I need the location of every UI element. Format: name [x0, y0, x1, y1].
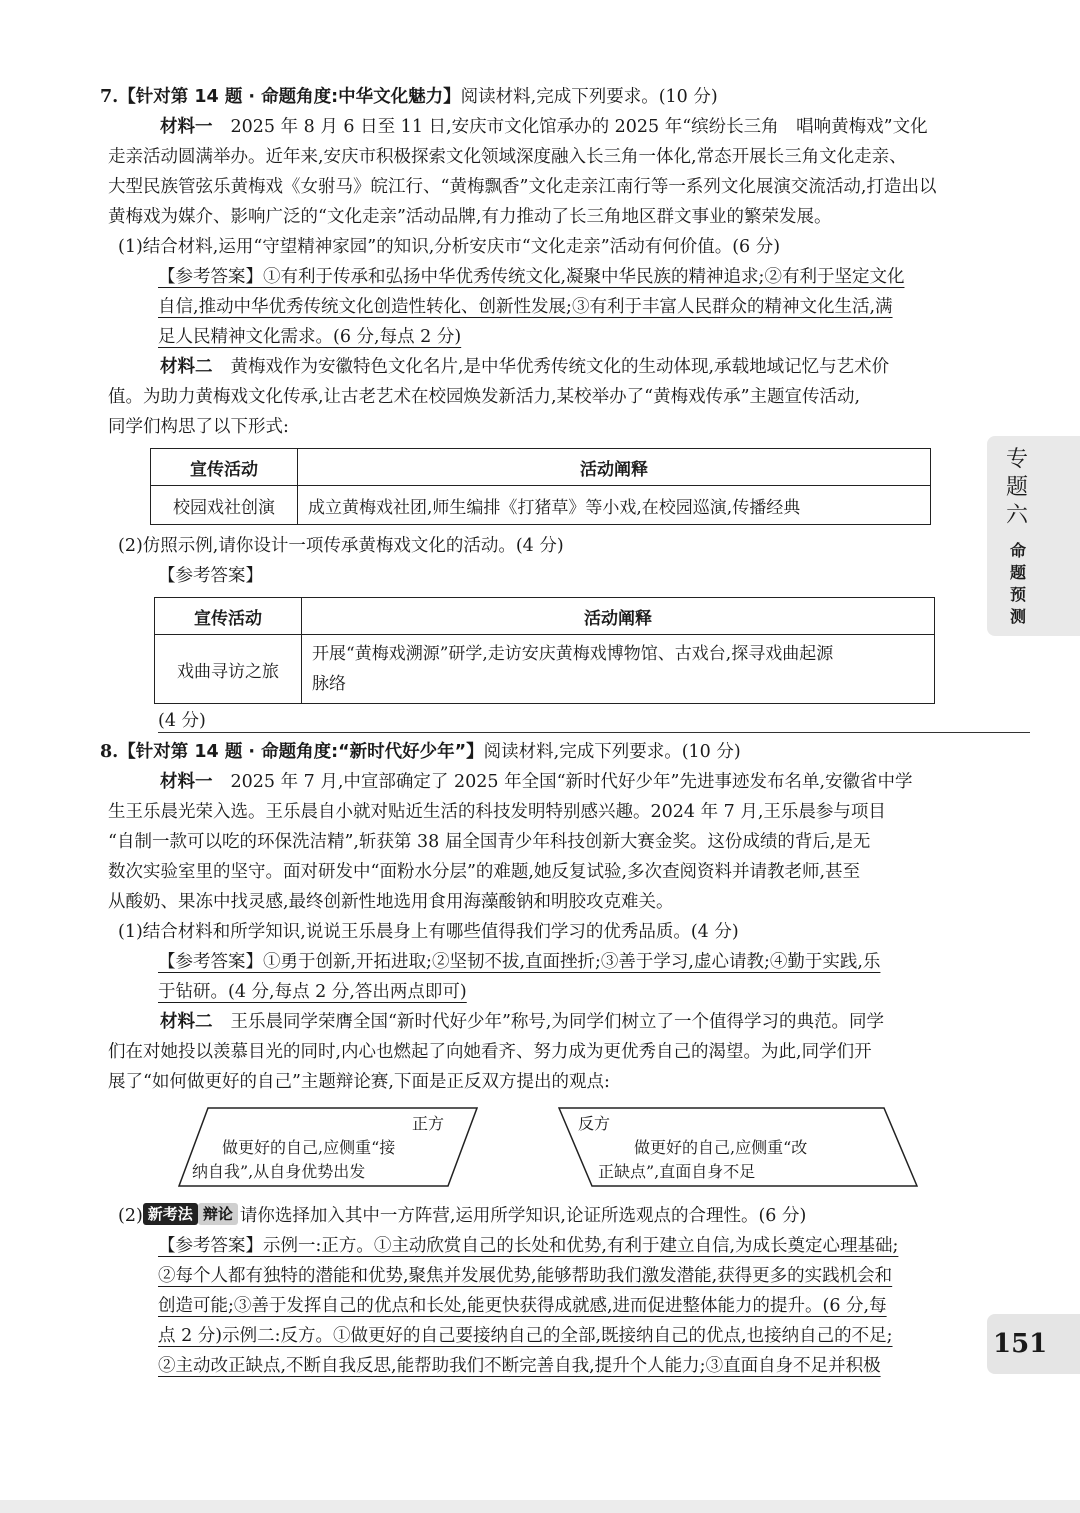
con-text-line: 做更好的自己,应侧重“改	[634, 1138, 808, 1157]
table-cell: 成立黄梅戏社团,师生编排《打猪草》等小戏,在校园巡演,传播经典	[298, 486, 931, 525]
q8-ans2-line: 点 2 分)示例二:反方。①做更好的自己要接纳自己的全部,既接纳自己的优点,也接纳自己的不足;	[158, 1326, 893, 1346]
q7-mat1-line: 走亲活动圆满举办。近年来,安庆市积极探索文化领域深度融入长三角一体化,常态开展长三角文化走亲、	[108, 147, 907, 167]
new-method-badge: 新考法	[143, 1203, 198, 1225]
section-label	[1007, 540, 1029, 628]
q8-mat2-line: 展了“如何做更好的自己”主题辩论赛,下面是正反双方提出的观点:	[108, 1072, 610, 1092]
chapter-side-tab	[987, 436, 1080, 636]
q7-ans2-label: 【参考答案】	[158, 566, 263, 586]
q7-ans1-line: 自信,推动中华优秀传统文化创造性转化、创新性发展;③有利于丰富人民群众的精神文化生活,满	[158, 297, 893, 317]
q7-mat2-label: 材料二	[160, 357, 213, 377]
q8-instruction: 阅读材料,完成下列要求。(10 分)	[483, 742, 741, 762]
q7-sub2-question: (2)仿照示例,请你设计一项传承黄梅戏文化的活动。(4 分)	[118, 536, 564, 556]
q8-mat1-line: 生王乐晨光荣入选。王乐晨自小就对贴近生活的科技发明特别感兴趣。2024 年 7 月,王乐晨参与项目	[108, 802, 886, 822]
q7-mat2-line	[108, 352, 980, 382]
q8-sub2-number: (2)	[118, 1206, 143, 1226]
section-char: 预	[1009, 585, 1026, 604]
section-char: 题	[1009, 563, 1026, 582]
section-char: 测	[1009, 607, 1026, 626]
pro-viewpoint-box	[178, 1107, 478, 1187]
q7-mat1-label: 材料一	[160, 117, 213, 137]
q7-ans1-line: 足人民精神文化需求。(6 分,每点 2 分)	[158, 327, 462, 347]
q7-number: 7.	[100, 87, 119, 107]
chapter-char: 专	[1005, 447, 1028, 472]
q8-mat1-text: 2025 年 7 月,中宣部确定了 2025 年全国“新时代好少年”先进事迹发布名单,安徽省中学	[230, 772, 913, 792]
debate-viewpoints	[108, 1101, 980, 1197]
q8-sub1-question: (1)结合材料和所学知识,说说王乐晨身上有哪些值得我们学习的优秀品质。(4 分)	[118, 922, 739, 942]
q8-heading	[100, 737, 980, 767]
q8-mat1-label: 材料一	[160, 772, 213, 792]
q7-answer-table	[154, 597, 935, 704]
table-cell-line: 脉络	[312, 674, 346, 694]
q8-ans1-line: 【参考答案】①勇于创新,开拓进取;②坚韧不拔,直面挫折;③善于学习,虚心请教;④勤于实践,乐	[158, 952, 881, 972]
debate-badge: 辩论	[198, 1203, 238, 1225]
q8-mat2-line	[108, 1007, 980, 1037]
q7-ans1-line: 【参考答案】①有利于传承和弘扬中华优秀传统文化,凝聚中华民族的精神追求;②有利于坚定文化	[158, 267, 905, 287]
footer-band	[0, 1500, 1080, 1513]
table-header: 活动阐释	[302, 598, 935, 635]
table-cell: 校园戏社创演	[151, 486, 298, 525]
q7-mat1-line	[108, 112, 980, 142]
chapter-char: 题	[1005, 475, 1028, 500]
q8-mat1-line: 从酸奶、果冻中找灵感,最终创新性地选用食用海藻酸钠和明胶攻克难关。	[108, 892, 674, 912]
page-number: 151	[987, 1314, 1080, 1374]
q8-sub2-question	[108, 1201, 980, 1231]
table-cell-line: 开展“黄梅戏溯源”研学,走访安庆黄梅戏博物馆、古戏台,探寻戏曲起源	[312, 644, 834, 664]
q8-mat1-line: “自制一款可以吃的环保洗洁精”,斩获第 38 届全国青少年科技创新大赛金奖。这份成绩的背后,是无	[108, 832, 871, 852]
q8-ans1-line: 于钻研。(4 分,每点 2 分,答出两点即可)	[158, 982, 467, 1002]
table-cell: 戏曲寻访之旅	[155, 635, 302, 704]
table-cell	[302, 635, 935, 704]
content-column	[100, 82, 980, 1381]
table-header: 活动阐释	[298, 449, 931, 486]
con-viewpoint-box	[558, 1107, 918, 1187]
q7-mat1-line: 黄梅戏为媒介、影响广泛的“文化走亲”活动品牌,有力推动了长三角地区群文事业的繁荣发展。	[108, 207, 832, 227]
q8-mat1-line	[108, 767, 980, 797]
q8-mat2-text: 王乐晨同学荣膺全国“新时代好少年”称号,为同学们树立了一个值得学习的典范。同学	[230, 1012, 884, 1032]
q7-sub1-question: (1)结合材料,运用“守望精神家园”的知识,分析安庆市“文化走亲”活动有何价值。(6 分)	[118, 237, 781, 257]
table-header: 宣传活动	[151, 449, 298, 486]
chapter-label	[1003, 446, 1031, 530]
q7-ans2-score: (4 分)	[158, 711, 206, 731]
q7-mat2-line: 同学们构思了以下形式:	[108, 417, 289, 437]
q7-instruction: 阅读材料,完成下列要求。(10 分)	[460, 87, 718, 107]
section-char: 命	[1009, 541, 1026, 560]
q8-tag: 【针对第 14 题 · 命题角度:“新时代好少年”】	[118, 742, 484, 762]
q8-number: 8.	[100, 742, 119, 762]
q8-ans2-line: ②主动改正缺点,不断自我反思,能帮助我们不断完善自我,提升个人能力;③直面自身不足并积极	[158, 1356, 881, 1376]
q7-tag: 【针对第 14 题 · 命题角度:中华文化魅力】	[118, 87, 461, 107]
con-label: 反方	[578, 1114, 611, 1133]
q7-heading	[100, 82, 980, 112]
q7-example-table	[150, 448, 931, 525]
q8-ans2-line: ②每个人都有独特的潜能和优势,聚焦并发展优势,能够帮助我们激发潜能,获得更多的实践机会和	[158, 1266, 893, 1286]
q8-mat2-line: 们在对她投以羡慕目光的同时,内心也燃起了向她看齐、努力成为更优秀自己的渴望。为此,同学们开	[108, 1042, 872, 1062]
pro-text-line: 做更好的自己,应侧重“接	[222, 1138, 396, 1157]
q7-mat2-text: 黄梅戏作为安徽特色文化名片,是中华优秀传统文化的生动体现,承载地域记忆与艺术价	[230, 357, 890, 377]
divider	[158, 732, 1030, 733]
q7-mat1-line: 大型民族管弦乐黄梅戏《女驸马》皖江行、“黄梅飘香”文化走亲江南行等一系列文化展演交流活动,打造出以	[108, 177, 937, 197]
chapter-char: 六	[1005, 503, 1028, 528]
pro-label: 正方	[412, 1114, 445, 1133]
table-header: 宣传活动	[155, 598, 302, 635]
q8-ans2-line: 【参考答案】示例一:正方。①主动欣赏自己的长处和优势,有利于建立自信,为成长奠定心理基础;	[158, 1236, 899, 1256]
q7-mat1-text: 2025 年 8 月 6 日至 11 日,安庆市文化馆承办的 2025 年“缤纷长三角 唱响黄梅戏”文化	[230, 117, 928, 137]
con-text-line: 正缺点”,直面自身不足	[598, 1162, 756, 1181]
q8-mat1-line: 数次实验室里的坚守。面对研发中“面粉水分层”的难题,她反复试验,多次查阅资料并请教老师,甚至	[108, 862, 861, 882]
q8-mat2-label: 材料二	[160, 1012, 213, 1032]
q8-sub2-text: 请你选择加入其中一方阵营,运用所学知识,论证所选观点的合理性。(6 分)	[239, 1206, 807, 1226]
pro-text-line: 纳自我”,从自身优势出发	[192, 1162, 366, 1181]
q8-ans2-line: 创造可能;③善于发挥自己的优点和长处,能更快获得成就感,进而促进整体能力的提升。(6 分,每	[158, 1296, 887, 1316]
q7-mat2-line: 值。为助力黄梅戏文化传承,让古老艺术在校园焕发新活力,某校举办了“黄梅戏传承”主题宣传活动,	[108, 387, 861, 407]
